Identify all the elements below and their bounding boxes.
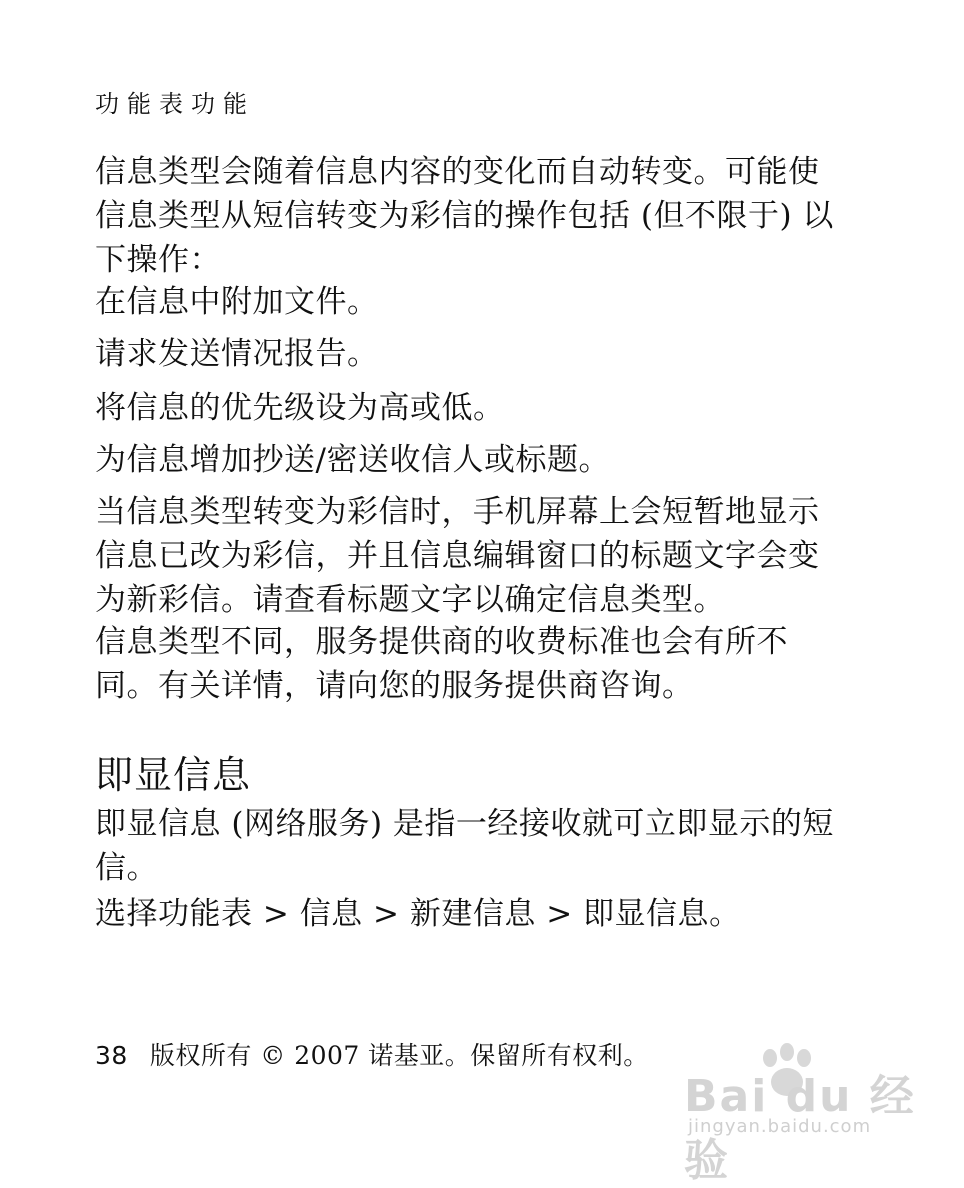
path-separator: > [362,896,410,932]
text-segment: 选择 [95,896,158,932]
charges-paragraph: 信息类型不同，服务提供商的收费标准也会有所不同。有关详情，请向您的服务提供商咨询。 [95,624,788,704]
ui-term-new-mms: 新彩信 [126,582,221,618]
text-segment: 当信息类型转变为彩信时，手机屏幕上会短暂地显示 [95,494,820,530]
list-item-delivery-report: 请求发送情况报告。 [95,336,379,372]
list-item-priority: 将信息的优先级设为高或低。 [95,390,505,426]
running-header: 功能表功能 [95,90,255,118]
menu-term-menu: 功能表 [158,896,253,932]
page-number: 38 [95,1041,128,1070]
section-heading: 即显信息 [95,753,252,797]
page-footer [95,1036,649,1072]
path-separator: > [535,896,584,932]
list-item-cc-bcc: 为信息增加抄送/密送收信人或标题。 [95,442,610,478]
text-segment: 。请查看标题文字以确定信息类型。 [221,582,725,618]
mms-conversion-paragraph [95,490,840,622]
text-segment: ，并且信息编辑窗口的标题文字会变为 [95,538,820,618]
menu-term-create-message: 新建信息 [409,896,536,932]
menu-term-messages: 信息 [299,896,363,932]
path-separator: > [252,896,300,932]
watermark-logo-text: Bai du 经验 [684,1071,916,1186]
intro-paragraph: 信息类型会随着信息内容的变化而自动转变。可能使信息类型从短信转变为彩信的操作包括 (但不限于) 以下操作： [95,154,834,278]
menu-term-flash-message: 即显信息 [583,896,710,932]
watermark-url: jingyan.baidu.com [688,1116,872,1137]
ui-term-changed-to-mms: 信息已改为彩信 [95,538,316,574]
baidu-jingyan-watermark [684,1042,924,1186]
menu-path-instruction [95,892,840,936]
list-item-attach-file: 在信息中附加文件。 [95,284,379,320]
flash-message-description: 即显信息 (网络服务) 是指一经接收就可立即显示的短信。 [95,806,834,886]
copyright-text: 版权所有 © 2007 诺基亚。保留所有权利。 [149,1041,649,1070]
text-segment: 。 [709,896,741,932]
